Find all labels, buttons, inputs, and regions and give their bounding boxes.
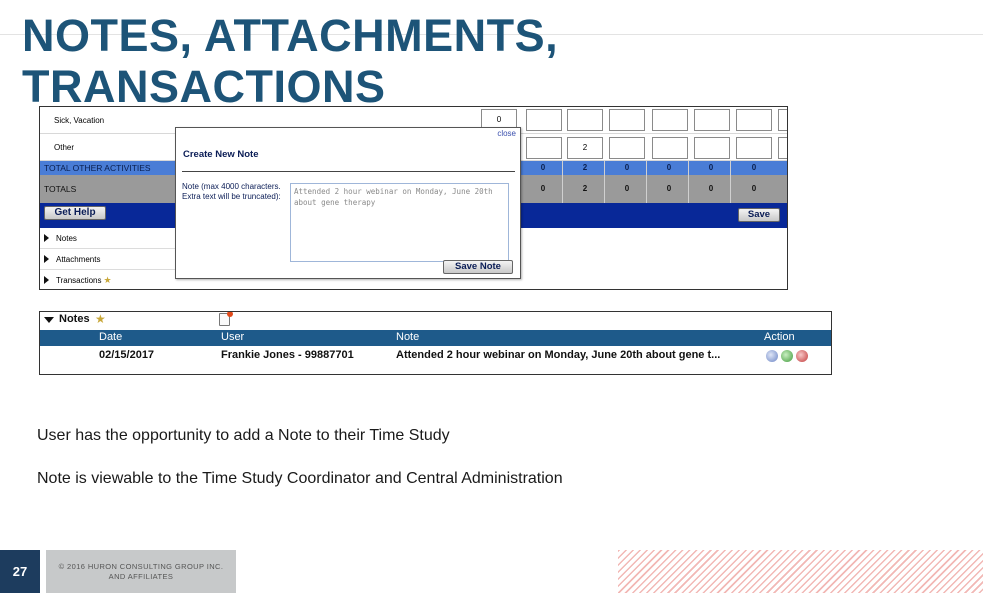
copyright-line-2: AND AFFILIATES	[108, 572, 174, 581]
section-label: Attachments	[56, 254, 101, 264]
column-divider	[604, 161, 605, 203]
total-value: 0	[708, 184, 714, 193]
hour-cell[interactable]	[609, 137, 645, 159]
hour-cell[interactable]	[694, 109, 730, 131]
body-text-1: User has the opportunity to add a Note to their Time Study	[37, 427, 450, 444]
total-value: 0	[708, 163, 714, 172]
section-label	[40, 270, 112, 290]
table-row	[40, 346, 832, 368]
column-header-note: Note	[396, 331, 420, 343]
star-icon: ★	[103, 274, 112, 285]
get-help-button[interactable]: Get Help	[44, 206, 106, 220]
column-header-user: User	[221, 331, 245, 343]
hour-cell[interactable]	[736, 137, 772, 159]
column-header-date: Date	[99, 331, 123, 343]
hour-cell[interactable]	[609, 109, 645, 131]
total-value: 0	[751, 163, 757, 172]
close-link[interactable]: close	[497, 129, 516, 138]
note-text: Attended 2 hour webinar on Monday, June 20th about gene t...	[396, 349, 721, 361]
row-label: TOTAL OTHER ACTIVITIES	[44, 163, 151, 173]
hour-cell[interactable]	[526, 137, 562, 159]
note-user: Frankie Jones - 99887701	[221, 349, 354, 361]
star-icon: ★	[95, 312, 106, 326]
total-value: 2	[582, 163, 588, 172]
view-icon[interactable]	[766, 350, 778, 362]
total-value: 0	[666, 163, 672, 172]
slide-title	[22, 10, 662, 112]
collapse-arrow-icon[interactable]	[44, 317, 54, 323]
delete-icon[interactable]	[796, 350, 808, 362]
total-value: 0	[751, 184, 757, 193]
slide-title-line-1: NOTES, ATTACHMENTS,	[22, 10, 559, 61]
create-note-modal	[175, 127, 521, 279]
body-text-2: Note is viewable to the Time Study Coordinator and Central Administration	[37, 470, 563, 487]
column-header-action: Action	[764, 331, 795, 343]
add-note-icon[interactable]	[219, 313, 230, 326]
decorative-hatch-pattern	[618, 550, 983, 593]
notes-panel-screenshot	[39, 311, 832, 375]
slide-title-line-2: TRANSACTIONS	[22, 61, 386, 112]
hour-cell[interactable]	[652, 109, 688, 131]
hour-cell[interactable]	[778, 137, 788, 159]
total-value: 0	[666, 184, 672, 193]
total-value: 0	[540, 163, 546, 172]
section-notes[interactable]	[40, 228, 180, 249]
column-divider	[688, 161, 689, 203]
save-note-button[interactable]: Save Note	[443, 260, 513, 274]
section-attachments[interactable]	[40, 249, 180, 270]
hour-cell[interactable]	[526, 109, 562, 131]
notes-panel-header	[40, 312, 832, 330]
hour-cell[interactable]	[567, 109, 603, 131]
row-label: Sick, Vacation	[54, 115, 105, 125]
edit-icon[interactable]	[781, 350, 793, 362]
hour-cell[interactable]	[652, 137, 688, 159]
notes-table-header	[40, 330, 832, 346]
copyright-line-1: © 2016 HURON CONSULTING GROUP INC.	[58, 562, 224, 571]
row-label: TOTALS	[44, 184, 77, 194]
hour-cell[interactable]	[736, 109, 772, 131]
total-value: 0	[540, 184, 546, 193]
total-value: 0	[624, 184, 630, 193]
column-divider	[730, 161, 731, 203]
section-transactions[interactable]	[40, 270, 180, 290]
total-value: 2	[582, 184, 588, 193]
notes-panel-title: Notes	[59, 313, 90, 325]
page-number: 27	[0, 550, 40, 593]
save-button[interactable]: Save	[738, 208, 780, 222]
row-label: Other	[54, 142, 75, 152]
total-value: 0	[624, 163, 630, 172]
modal-title: Create New Note	[183, 149, 259, 160]
note-field-label: Note (max 4000 characters. Extra text will be truncated):	[182, 182, 281, 201]
note-textarea[interactable]	[290, 183, 509, 262]
section-label-text: Transactions	[56, 275, 102, 285]
modal-divider	[182, 171, 515, 172]
timesheet-screenshot	[39, 106, 788, 290]
section-label: Notes	[56, 233, 77, 243]
hour-cell[interactable]	[778, 109, 788, 131]
column-divider	[646, 161, 647, 203]
hour-cell[interactable]: 0	[481, 109, 517, 131]
column-divider	[562, 161, 563, 203]
hour-cell[interactable]	[694, 137, 730, 159]
note-date: 02/15/2017	[99, 349, 155, 361]
copyright-notice	[46, 550, 236, 593]
hour-cell[interactable]: 2	[567, 137, 603, 159]
